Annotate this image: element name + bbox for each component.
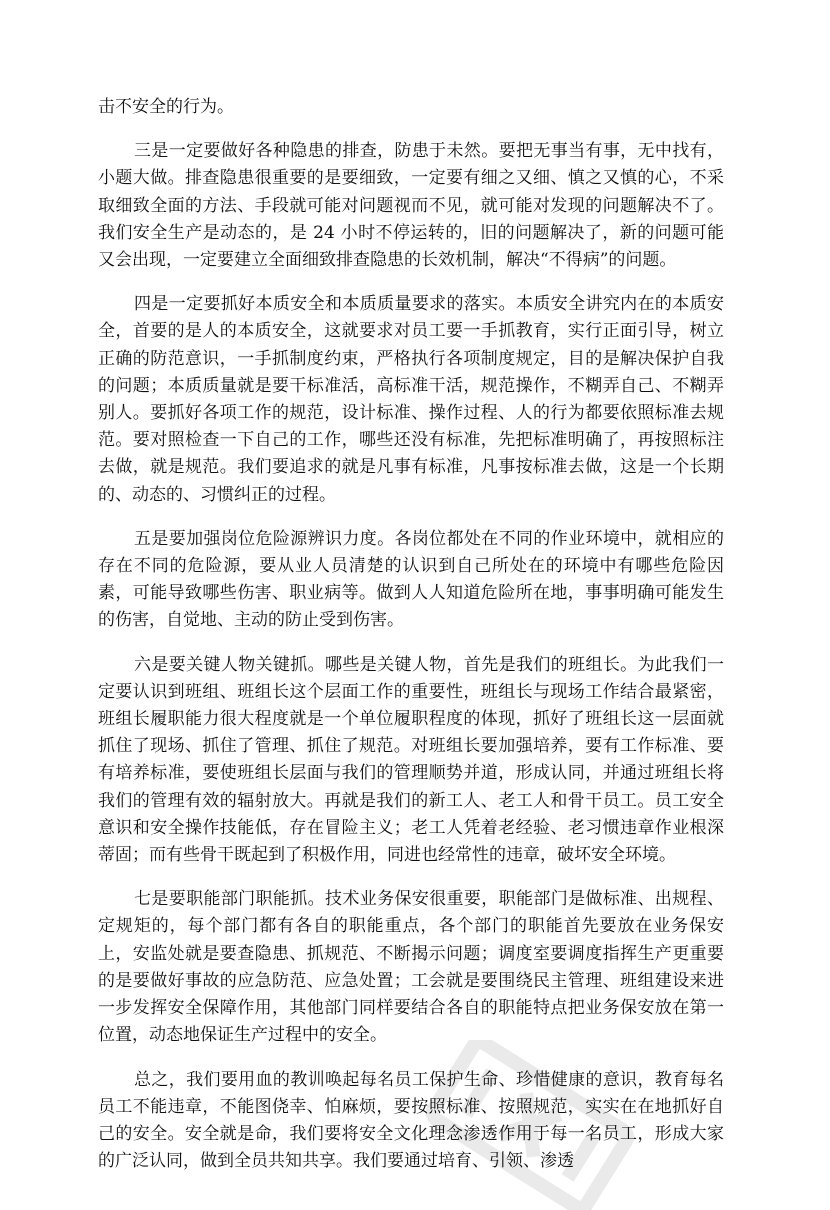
paragraph-intrinsic-safety: 四是一定要抓好本质安全和本质质量要求的落实。本质安全讲究内在的本质安全，首要的是人的本质安全，这就要求对员工要一手抓教育，实行正面引导，树立正确的防范意识，一手抓制度约束，严格执行各项制度规定，目的是解决保护自我的问题；本质质量就是要干标准活，高标准干活，规范操作，不糊弄自己、不糊弄别人。要抓好各项工作的规范，设计标准、操作过程、人的行为都要依照标准去规范。要对照检查一下自己的工作，哪些还没有标准，先把标准明确了，再按照标注去做，就是规范。我们要追求的就是凡事有标准，凡事按标准去做，这是一个长期的、动态的、习惯纠正的过程。 xyxy=(98,294,724,505)
document-body xyxy=(98,94,724,1175)
paragraph-hazard-identification: 五是要加强岗位危险源辨识力度。各岗位都处在不同的作业环境中，就相应的存在不同的危险源，要从业人员清楚的认识到自己所处在的环境中有哪些危险因素，可能导致哪些伤害、职业病等。做到人人知道危险所在地，事事明确可能发生的伤害，自觉地、主动的防止受到伤害。 xyxy=(98,528,724,631)
paragraph-key-personnel: 六是要关键人物关键抓。哪些是关键人物，首先是我们的班组长。为此我们一定要认识到班组、班组长这个层面工作的重要性，班组长与现场工作结合最紧密，班组长履职能力很大程度就是一个单位履职程度的体现，抓好了班组长这一层面就抓住了现场、抓住了管理、抓住了规范。对班组长要加强培养，要有工作标准、要有培养标准，要使班组长层面与我们的管理顺势并道，形成认同，并通过班组长将我们的管理有效的辐射放大。再就是我们的新工人、老工人和骨干员工。员工安全意识和安全操作技能低，存在冒险主义；老工人凭着老经验、老习惯违章作业根深蒂固；而有些骨干既起到了积极作用，同进也经常性的违章，破坏安全环境。 xyxy=(98,654,724,866)
paragraph-conclusion: 总之，我们要用血的教训唤起每名员工保护生命、珍惜健康的意识，教育每名员工不能违章，不能图侥幸、怕麻烦，要按照标准、按照规范，实实在在地抓好自己的安全。安全就是命，我们要将安全文化理念渗透作用于每一名员工，形成大家的广泛认同，做到全员共知共享。我们要通过培育、引领、渗透 xyxy=(98,1069,724,1172)
paragraph-functional-departments: 七是要职能部门职能抓。技术业务保安很重要，职能部门是做标准、出规程、定规矩的，每个部门都有各自的职能重点，各个部门的职能首先要放在业务保安上，安监处就是要查隐患、抓规范、不断揭示问题；调度室要调度指挥生产更重要的是要做好事故的应急防范、应急处置；工会就是要围绕民主管理、班组建设来进一步发挥安全保障作用，其他部门同样要结合各自的职能特点把业务保安放在第一位置，动态地保证生产过程中的安全。 xyxy=(98,889,724,1046)
paragraph-hazard-inspection: 三是一定要做好各种隐患的排查，防患于未然。要把无事当有事，无中找有，小题大做。排查隐患很重要的是要细致，一定要有细之又细、慎之又慎的心，不采取细致全面的方法、手段就可能对问题视而不见，就可能对发现的问题解决不了。我们安全生产是动态的，是 24 小时不停运转的，旧的问题解决了，新的问题可能又会出现，一定要建立全面细致排查隐患的长效机制，解决“不得病”的问题。 xyxy=(98,141,724,271)
watermark-graphic xyxy=(400,1040,660,1210)
paragraph-continuation: 击不安全的行为。 xyxy=(98,97,234,117)
